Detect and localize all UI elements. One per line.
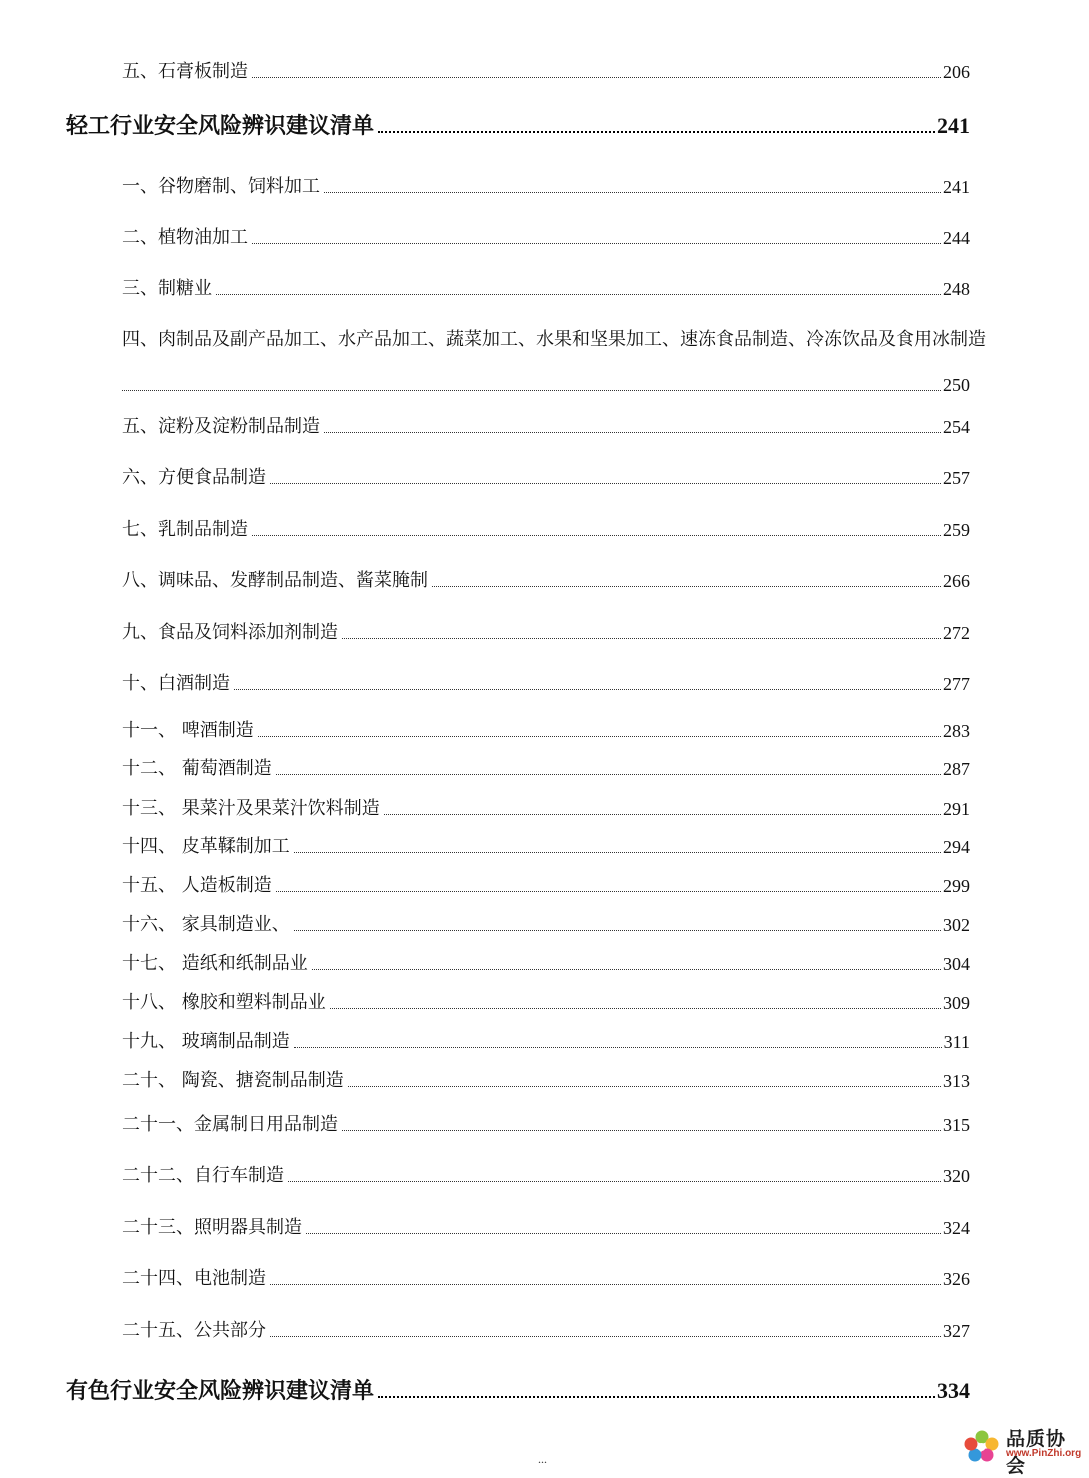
toc-entry[interactable]: [122, 1031, 970, 1053]
dot-leader: [276, 774, 941, 775]
toc-entry-label: 二十、 陶瓷、搪瓷制品制造: [122, 1070, 344, 1091]
toc-section-heading[interactable]: [66, 113, 970, 139]
toc-entry-page: 327: [943, 1321, 970, 1341]
toc-entry-label: 九、食品及饲料添加剂制造: [122, 622, 338, 643]
toc-entry-label: 十一、 啤酒制造: [122, 720, 254, 741]
dot-leader: [258, 736, 941, 737]
dot-leader: [324, 432, 941, 433]
toc-entry-page: 309: [943, 993, 970, 1013]
toc-entry-page: 302: [943, 915, 970, 935]
toc-entry-page: 299: [943, 876, 970, 896]
toc-entry-label: 二十二、自行车制造: [122, 1165, 284, 1186]
toc-entry-page: 304: [943, 954, 970, 974]
toc-entry[interactable]: [122, 1268, 970, 1290]
toc-entry-label: 十二、 葡萄酒制造: [122, 758, 272, 779]
toc-entry[interactable]: [122, 875, 970, 897]
toc-entry[interactable]: [122, 416, 970, 438]
toc-entry-label: 一、谷物磨制、饲料加工: [122, 176, 320, 197]
toc-entry[interactable]: [122, 278, 970, 300]
dot-leader: [432, 586, 941, 587]
toc-entry-page: 250: [943, 375, 970, 395]
toc-entry-page: 326: [943, 1269, 970, 1289]
toc-section-page: 334: [937, 1378, 970, 1403]
toc-entry[interactable]: [122, 1217, 970, 1239]
toc-entry-label: 二、植物油加工: [122, 227, 248, 248]
dot-leader: [378, 131, 935, 133]
dot-leader: [378, 1396, 935, 1398]
dot-leader: [294, 930, 941, 931]
dot-leader: [342, 638, 941, 639]
dot-leader: [216, 294, 941, 295]
dot-leader: [384, 814, 941, 815]
toc-entry-label: 七、乳制品制造: [122, 519, 248, 540]
toc-entry-label: 十九、 玻璃制品制造: [122, 1031, 290, 1052]
dot-leader: [306, 1233, 941, 1234]
toc-entry[interactable]: [122, 953, 970, 975]
toc-entry[interactable]: [122, 992, 970, 1014]
toc-entry-label-wrapped[interactable]: 四、肉制品及副产品加工、水产品加工、蔬菜加工、水果和坚果加工、速冻食品制造、冷冻饮品及食用冰制造: [122, 329, 986, 350]
toc-entry-label: 五、淀粉及淀粉制品制造: [122, 416, 320, 437]
dot-leader: [342, 1130, 941, 1131]
toc-entry-page: 259: [943, 520, 970, 540]
toc-entry[interactable]: [122, 519, 970, 541]
toc-entry-label: 十七、 造纸和纸制品业: [122, 953, 308, 974]
toc-section-label: 有色行业安全风险辨识建议清单: [66, 1378, 375, 1404]
dot-leader: [252, 243, 941, 244]
dot-leader: [348, 1086, 941, 1087]
toc-entry-label: 三、制糖业: [122, 278, 212, 299]
toc-entry-label: 二十一、金属制日用品制造: [122, 1114, 338, 1135]
toc-entry-page: 315: [943, 1115, 970, 1135]
toc-entry[interactable]: [122, 227, 970, 249]
dot-leader: [270, 483, 941, 484]
toc-entry-label: 二十三、照明器具制造: [122, 1217, 302, 1238]
toc-entry[interactable]: [122, 467, 970, 489]
toc-entry-page: 257: [943, 468, 970, 488]
toc-entry-page: 294: [943, 837, 970, 857]
toc-entry[interactable]: [122, 176, 970, 198]
dot-leader: [294, 1047, 942, 1048]
toc-entry-label: 十、白酒制造: [122, 673, 230, 694]
watermark-title: 品质协会: [1006, 1428, 1067, 1477]
toc-section-heading[interactable]: [66, 1378, 970, 1404]
dot-leader: [288, 1181, 941, 1182]
dot-leader: [270, 1336, 941, 1337]
toc-entry[interactable]: [122, 1320, 970, 1342]
flower-logo-icon: [962, 1428, 1002, 1462]
toc-entry[interactable]: [122, 1165, 970, 1187]
toc-entry-page: 324: [943, 1218, 970, 1238]
toc-entry-label: 十六、 家具制造业、: [122, 914, 290, 935]
toc-entry-page: 244: [943, 228, 970, 248]
toc-entry[interactable]: [122, 836, 970, 858]
dot-leader: [234, 689, 941, 690]
toc-entry-page: 287: [943, 759, 970, 779]
toc-entry-page: 254: [943, 417, 970, 437]
dot-leader: [122, 390, 941, 391]
page-marker: ...: [538, 1452, 547, 1466]
toc-entry-page: 248: [943, 279, 970, 299]
dot-leader: [270, 1284, 941, 1285]
toc-entry[interactable]: [122, 1114, 970, 1136]
toc-entry-label: 二十五、公共部分: [122, 1320, 266, 1341]
toc-entry-label: 六、方便食品制造: [122, 467, 266, 488]
toc-entry-label: 十四、 皮革鞣制加工: [122, 836, 290, 857]
toc-entry-page: 266: [943, 571, 970, 591]
dot-leader: [330, 1008, 941, 1009]
toc-entry-label: 十八、 橡胶和塑料制品业: [122, 992, 326, 1013]
toc-entry-label: 二十四、电池制造: [122, 1268, 266, 1289]
toc-entry[interactable]: [122, 1070, 970, 1092]
toc-entry[interactable]: [122, 61, 970, 83]
toc-entry-continuation[interactable]: [122, 374, 970, 396]
toc-entry-label: 十三、 果菜汁及果菜汁饮料制造: [122, 798, 380, 819]
toc-entry[interactable]: [122, 758, 970, 780]
toc-entry-page: 283: [943, 721, 970, 741]
toc-entry-label: 五、石膏板制造: [122, 61, 248, 82]
dot-leader: [312, 969, 941, 970]
dot-leader: [252, 535, 941, 536]
toc-entry[interactable]: [122, 570, 970, 592]
toc-entry-label: 八、调味品、发酵制品制造、酱菜腌制: [122, 570, 428, 591]
toc-entry-page: 320: [943, 1166, 970, 1186]
toc-entry[interactable]: [122, 798, 970, 820]
toc-entry[interactable]: [122, 673, 970, 695]
toc-entry-page: 206: [943, 62, 970, 82]
toc-entry-page: 291: [943, 799, 970, 819]
dot-leader: [252, 77, 941, 78]
toc-section-label: 轻工行业安全风险辨识建议清单: [66, 113, 375, 139]
toc-entry[interactable]: [122, 914, 970, 936]
toc-entry[interactable]: [122, 622, 970, 644]
dot-leader: [324, 192, 941, 193]
toc-entry-label: 十五、 人造板制造: [122, 875, 272, 896]
dot-leader: [294, 852, 941, 853]
toc-entry-page: 313: [943, 1071, 970, 1091]
toc-entry[interactable]: [122, 720, 970, 742]
toc-entry-page: 241: [943, 177, 970, 197]
toc-entry-page: 272: [943, 623, 970, 643]
toc-section-page: 241: [937, 113, 970, 138]
watermark: [962, 1424, 1084, 1477]
toc-entry-page: 311: [943, 1032, 970, 1052]
dot-leader: [276, 891, 941, 892]
watermark-url: www.PinZhi.org: [1006, 1448, 1082, 1459]
toc-entry-page: 277: [943, 674, 970, 694]
